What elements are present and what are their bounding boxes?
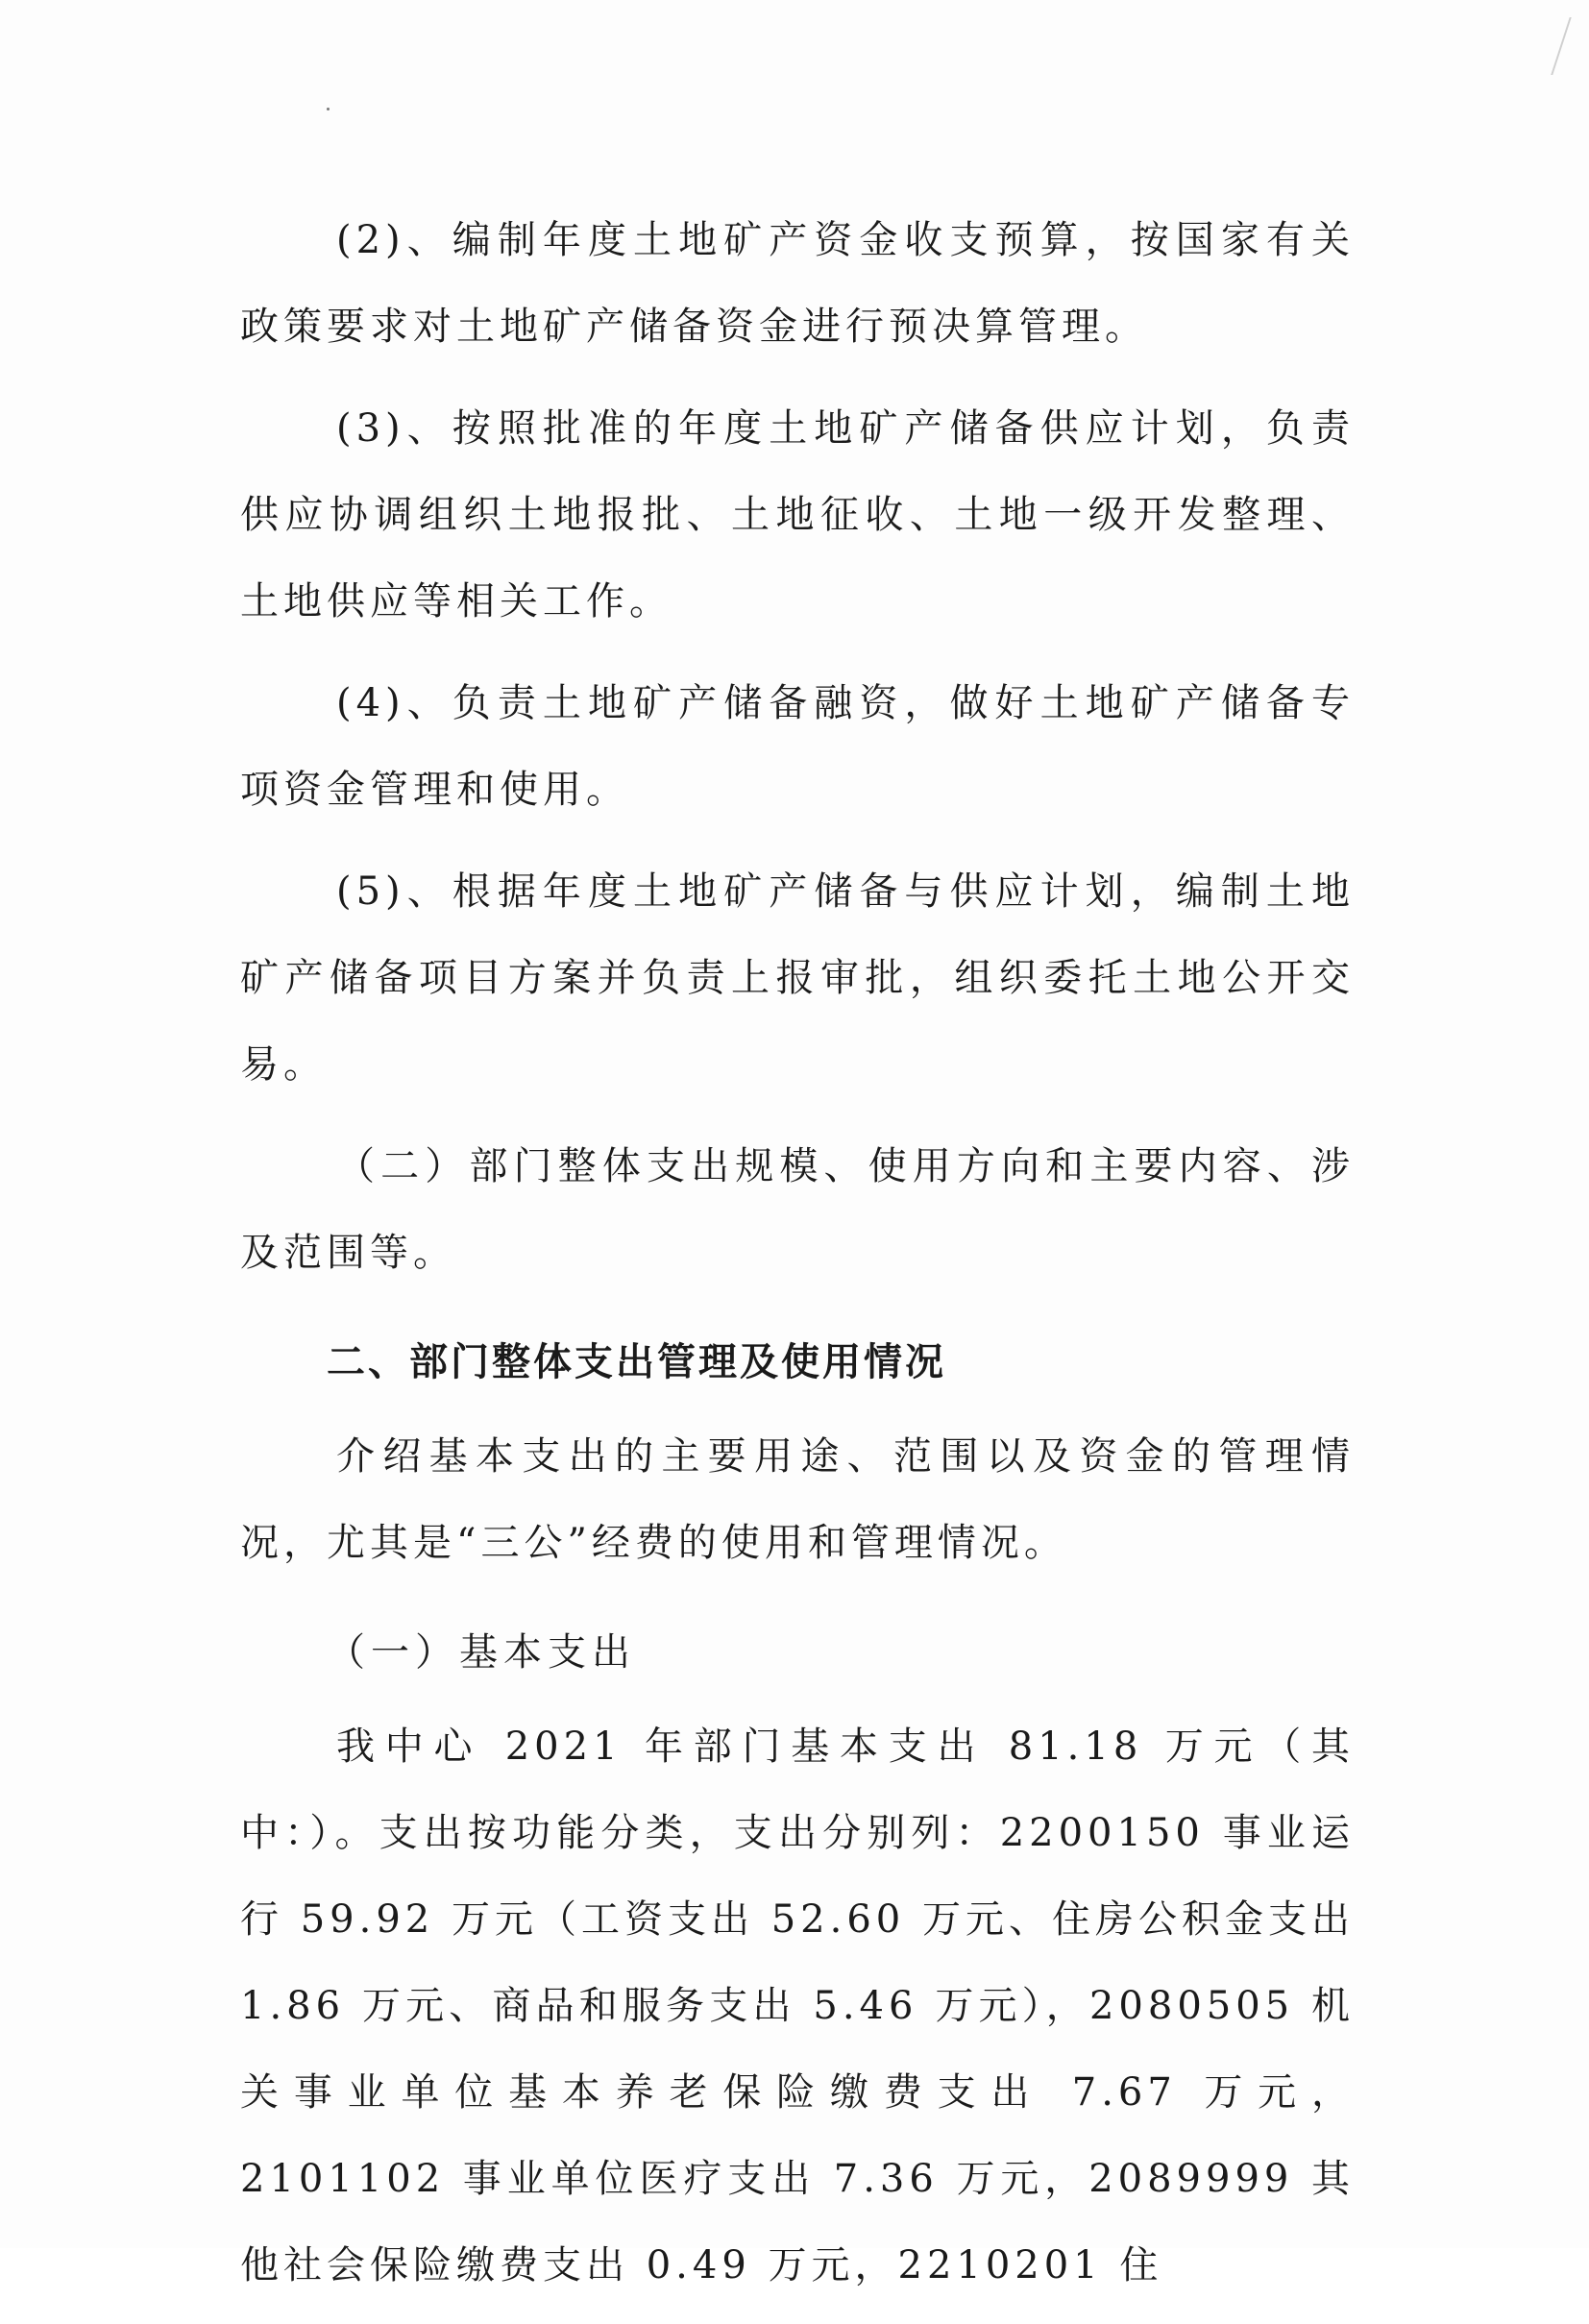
paragraph-item-4: (4)、负责土地矿产储备融资，做好土地矿产储备专项资金管理和使用。 — [240, 681, 1355, 812]
paragraph-item-5: (5)、根据年度土地矿产储备与供应计划，编制土地矿产储备项目方案并负责上报审批，组织委托土地公开交易。 — [240, 869, 1355, 1087]
scan-speck — [327, 108, 330, 110]
paragraph-basic-expenditure: 我中心 2021 年部门基本支出 81.18 万元（其中：）。支出按功能分类，支出分别列：2200150 事业运行 59.92 万元（工资支出 52.60 万元、住房公积金支出 1.86 万元、商品和服务支出 5.46 万元），2080505 机关事业单位基本养老保险缴费支出 7.67 万元，2101102 事业单位医疗支出 7.36 万元，2089999 其他社会保险缴费支出 0.49 万元，2210201 住 — [240, 1725, 1355, 2287]
paragraph-intro: 介绍基本支出的主要用途、范围以及资金的管理情况，尤其是“三公”经费的使用和管理情况。 — [240, 1434, 1355, 1565]
document-body — [240, 197, 1355, 2324]
paragraph-item-3: (3)、按照批准的年度土地矿产储备供应计划，负责供应协调组织土地报批、土地征收、土地一级开发整理、土地供应等相关工作。 — [240, 406, 1355, 624]
scan-corner-mark — [1512, 17, 1571, 75]
subsection-heading-basic-expenditure: （一）基本支出 — [327, 1630, 636, 1675]
section-heading-2: 二、部门整体支出管理及使用情况 — [327, 1340, 946, 1384]
paragraph-section-two: （二）部门整体支出规模、使用方向和主要内容、涉及范围等。 — [240, 1144, 1355, 1275]
paragraph-item-2: (2)、编制年度土地矿产资金收支预算，按国家有关政策要求对土地矿产储备资金进行预决算管理。 — [240, 218, 1355, 349]
